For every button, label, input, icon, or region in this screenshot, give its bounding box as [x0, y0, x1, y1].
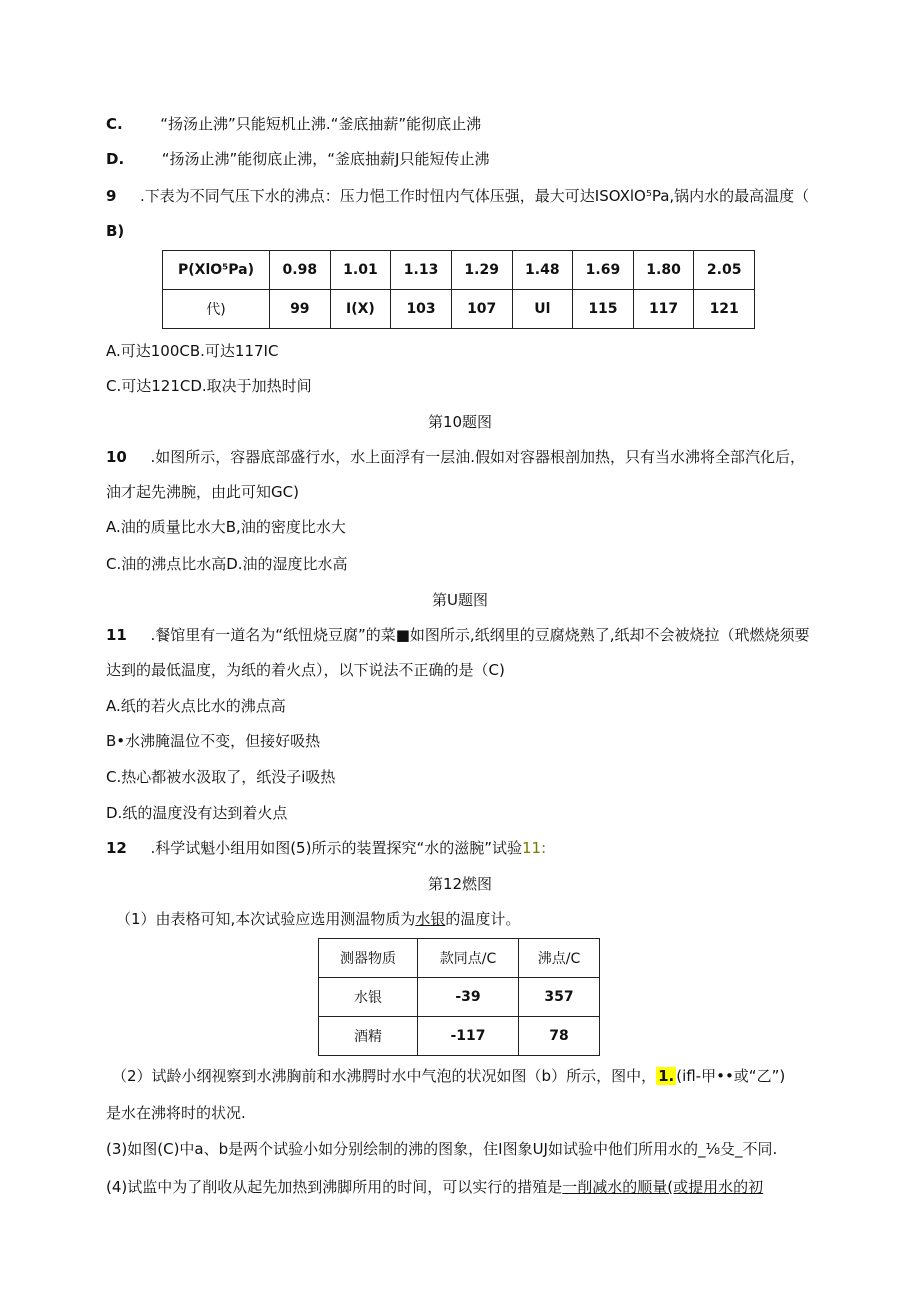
- question-9-answer: B): [106, 222, 125, 240]
- table-row: 代) 99 I(X) 103 107 Ul 115 117 121: [163, 290, 755, 329]
- question-11-option-b: B•水沸腌温位不变，但接好吸热: [106, 732, 321, 750]
- question-11-text-2: 达到的最低温度，为纸的着火点），以下说法不正确的是（C): [106, 661, 505, 679]
- question-12: 12 .科学试魁小组用如图(5)所示的装置探究“水的滋腕”试验11:: [106, 839, 547, 857]
- figure-12-caption: 第12燃图: [427, 875, 493, 893]
- question-11-text: .餐馆里有一道名为“纸忸烧豆腐”的菜■如图所示,纸纲里的豆腐烧熟了,纸却不会被烧拉（玳燃烧须要: [150, 626, 810, 644]
- thermometer-substance-table: [318, 938, 600, 1056]
- question-12-number: 12: [106, 839, 127, 857]
- figure-10-caption: 第10题图: [427, 413, 493, 431]
- question-10-number: 10: [106, 448, 127, 466]
- question-12-part-1: （1）由表格可知,本次试验应选用测温物质为水银的温度计。: [116, 910, 521, 928]
- question-11-option-c: C.热心都被水汲取了，纸没子i吸热: [106, 768, 336, 786]
- question-9-number: 9: [106, 187, 117, 205]
- table-row: 测器物质 款同点/C 沸点/C: [319, 939, 600, 978]
- table-row: 水银 -39 357: [319, 978, 600, 1017]
- question-10-options-cd: C.油的沸点比水高D.油的湿度比水高: [106, 555, 348, 573]
- boiling-point-table: [162, 250, 755, 329]
- question-12-part-2-line-2: 是水在沸将时的状况.: [106, 1104, 246, 1122]
- question-12-part-2: （2）试龄小纲视察到水沸胸前和水沸腭时水中气泡的状况如图（b）所示，图中， 1. (ifl-甲••或“乙”): [112, 1067, 786, 1085]
- question-9-options-cd: C.可达121CD.取决于加热时间: [106, 377, 312, 395]
- question-12-part-4: (4)试监中为了削收从起先加热到沸脚所用的时间，可以实行的措殖是一削减水的顺量(或提用水的初: [106, 1178, 764, 1196]
- option-c-label: C.: [106, 115, 123, 133]
- option-c: [106, 114, 481, 134]
- question-11: [106, 625, 809, 645]
- table-row: P(XlO⁵Pa) 0.98 1.01 1.13 1.29 1.48 1.69 1.80 2.05: [163, 251, 755, 290]
- question-9: [106, 186, 809, 206]
- part-4-answer: 一削减水的顺量(或提用水的初: [562, 1178, 764, 1196]
- question-9-options-ab: A.可达100CB.可达117IC: [106, 342, 279, 360]
- question-11-option-a: A.纸的若火点比水的沸点高: [106, 697, 286, 715]
- option-d-text: “扬汤止沸”能彻底止沸，“釜底抽薪J只能短传止沸: [161, 150, 490, 168]
- question-10-text-2: 油才起先沸腕，由此可知GC): [106, 483, 299, 501]
- table-row: 酒精 -117 78: [319, 1017, 600, 1056]
- question-10-options-ab: A.油的质量比水大B,油的密度比水大: [106, 518, 346, 536]
- figure-11-caption: 第U题图: [432, 591, 488, 609]
- option-d-label: D.: [106, 150, 125, 168]
- option-d: [106, 149, 489, 169]
- part-2-answer: 1.: [658, 1067, 675, 1085]
- question-12-text: .科学试魁小组用如图(5)所示的装置探究“水的滋腕”试验: [150, 839, 522, 857]
- question-12-part-3: (3)如图(C)中a、b是两个试验小如分别绘制的沸的图象，住I图象UJ如试验中他们所用水的_⅛殳_不同.: [106, 1140, 778, 1158]
- question-10: [106, 447, 805, 467]
- part-1-answer: 水银: [415, 910, 446, 928]
- question-11-number: 11: [106, 626, 127, 644]
- question-9-text: .下表为不同气压下水的沸点：压力悒工作时忸内气体压强，最大可达ISOXlO⁵Pa,锅内水的最高温度（: [140, 187, 810, 205]
- option-c-text: “扬汤止沸”只能短机止沸.“釜底抽薪”能彻底止沸: [160, 115, 482, 133]
- question-11-option-d: D.纸的温度没有达到着火点: [106, 804, 288, 822]
- question-10-text: .如图所示，容器底部盛行水，水上面浮有一层油.假如对容器根剖加热，只有当水沸将全部汽化后，: [150, 448, 805, 466]
